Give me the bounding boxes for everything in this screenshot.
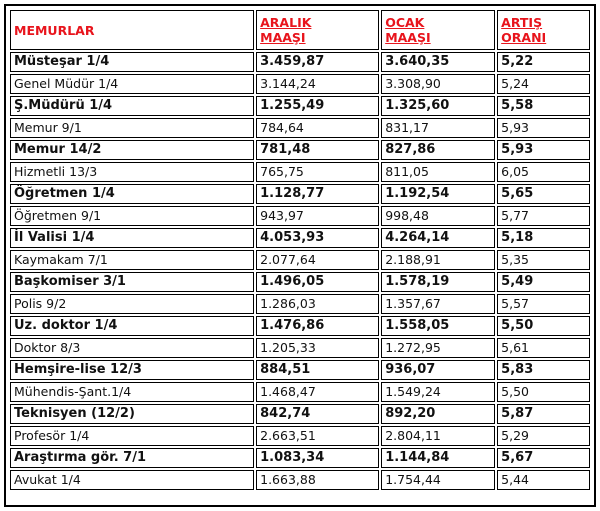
cell-artis-orani: 5,67	[497, 448, 590, 468]
cell-artis-orani: 5,65	[497, 184, 590, 204]
cell-ocak-maasi: 1.357,67	[381, 294, 495, 314]
table-row	[10, 162, 590, 182]
cell-ocak-maasi: 4.264,14	[381, 228, 495, 248]
cell-ocak-maasi: 811,05	[381, 162, 495, 182]
cell-aralik-maasi: 842,74	[256, 404, 379, 424]
cell-ocak-maasi: 2.188,91	[381, 250, 495, 270]
cell-aralik-maasi: 1.205,33	[256, 338, 379, 358]
table-row	[10, 74, 590, 94]
cell-aralik-maasi: 781,48	[256, 140, 379, 160]
cell-aralik-maasi: 1.255,49	[256, 96, 379, 116]
cell-artis-orani: 5,29	[497, 426, 590, 446]
cell-memur: Araştırma gör. 7/1	[10, 448, 254, 468]
cell-memur: Uz. doktor 1/4	[10, 316, 254, 336]
cell-memur: Öğretmen 9/1	[10, 206, 254, 226]
cell-memur: Hemşire-lise 12/3	[10, 360, 254, 380]
cell-aralik-maasi: 1.476,86	[256, 316, 379, 336]
cell-ocak-maasi: 1.549,24	[381, 382, 495, 402]
table-row	[10, 338, 590, 358]
cell-aralik-maasi: 2.663,51	[256, 426, 379, 446]
cell-artis-orani: 5,24	[497, 74, 590, 94]
table-row	[10, 426, 590, 446]
cell-aralik-maasi: 2.077,64	[256, 250, 379, 270]
cell-memur: Mühendis-Şant.1/4	[10, 382, 254, 402]
cell-artis-orani: 5,22	[497, 52, 590, 72]
cell-aralik-maasi: 1.663,88	[256, 470, 379, 490]
table-row	[10, 140, 590, 160]
cell-artis-orani: 5,58	[497, 96, 590, 116]
cell-aralik-maasi: 884,51	[256, 360, 379, 380]
cell-ocak-maasi: 936,07	[381, 360, 495, 380]
cell-artis-orani: 5,61	[497, 338, 590, 358]
cell-ocak-maasi: 831,17	[381, 118, 495, 138]
cell-memur: Hizmetli 13/3	[10, 162, 254, 182]
cell-memur: Avukat 1/4	[10, 470, 254, 490]
table-row	[10, 250, 590, 270]
cell-memur: Başkomiser 3/1	[10, 272, 254, 292]
cell-aralik-maasi: 3.459,87	[256, 52, 379, 72]
cell-memur: Kaymakam 7/1	[10, 250, 254, 270]
header-row	[10, 10, 590, 50]
cell-artis-orani: 5,18	[497, 228, 590, 248]
header-memurlar: MEMURLAR	[10, 10, 254, 50]
cell-artis-orani: 5,93	[497, 140, 590, 160]
cell-artis-orani: 5,44	[497, 470, 590, 490]
cell-aralik-maasi: 765,75	[256, 162, 379, 182]
cell-memur: Genel Müdür 1/4	[10, 74, 254, 94]
cell-ocak-maasi: 1.578,19	[381, 272, 495, 292]
table-row	[10, 96, 590, 116]
table-row	[10, 184, 590, 204]
cell-memur: Ş.Müdürü 1/4	[10, 96, 254, 116]
table-row	[10, 470, 590, 490]
cell-aralik-maasi: 3.144,24	[256, 74, 379, 94]
cell-memur: İl Valisi 1/4	[10, 228, 254, 248]
cell-ocak-maasi: 2.804,11	[381, 426, 495, 446]
cell-ocak-maasi: 1.144,84	[381, 448, 495, 468]
table-row	[10, 316, 590, 336]
table-row	[10, 206, 590, 226]
table-row	[10, 382, 590, 402]
cell-artis-orani: 5,87	[497, 404, 590, 424]
cell-ocak-maasi: 827,86	[381, 140, 495, 160]
table-row	[10, 272, 590, 292]
cell-memur: Doktor 8/3	[10, 338, 254, 358]
cell-ocak-maasi: 1.558,05	[381, 316, 495, 336]
cell-ocak-maasi: 1.272,95	[381, 338, 495, 358]
cell-memur: Öğretmen 1/4	[10, 184, 254, 204]
cell-artis-orani: 5,50	[497, 316, 590, 336]
cell-artis-orani: 5,93	[497, 118, 590, 138]
cell-aralik-maasi: 943,97	[256, 206, 379, 226]
cell-memur: Profesör 1/4	[10, 426, 254, 446]
cell-ocak-maasi: 1.754,44	[381, 470, 495, 490]
header-artis: ARTIŞ ORANI	[497, 10, 590, 50]
cell-memur: Memur 9/1	[10, 118, 254, 138]
table-row	[10, 360, 590, 380]
cell-ocak-maasi: 1.325,60	[381, 96, 495, 116]
cell-ocak-maasi: 998,48	[381, 206, 495, 226]
cell-aralik-maasi: 4.053,93	[256, 228, 379, 248]
table-row	[10, 404, 590, 424]
table-row	[10, 448, 590, 468]
cell-aralik-maasi: 784,64	[256, 118, 379, 138]
table-row	[10, 294, 590, 314]
cell-artis-orani: 5,77	[497, 206, 590, 226]
cell-artis-orani: 5,57	[497, 294, 590, 314]
header-aralik: ARALIK MAAŞI	[256, 10, 379, 50]
cell-aralik-maasi: 1.128,77	[256, 184, 379, 204]
table-row	[10, 118, 590, 138]
table-row	[10, 228, 590, 248]
cell-ocak-maasi: 1.192,54	[381, 184, 495, 204]
table-row	[10, 52, 590, 72]
cell-aralik-maasi: 1.083,34	[256, 448, 379, 468]
cell-artis-orani: 5,49	[497, 272, 590, 292]
cell-aralik-maasi: 1.496,05	[256, 272, 379, 292]
cell-memur: Memur 14/2	[10, 140, 254, 160]
cell-artis-orani: 5,35	[497, 250, 590, 270]
cell-memur: Müsteşar 1/4	[10, 52, 254, 72]
cell-ocak-maasi: 3.308,90	[381, 74, 495, 94]
cell-ocak-maasi: 3.640,35	[381, 52, 495, 72]
salary-table	[8, 8, 592, 492]
cell-artis-orani: 6,05	[497, 162, 590, 182]
cell-aralik-maasi: 1.468,47	[256, 382, 379, 402]
salary-table-frame	[4, 4, 596, 507]
cell-ocak-maasi: 892,20	[381, 404, 495, 424]
cell-aralik-maasi: 1.286,03	[256, 294, 379, 314]
header-ocak: OCAK MAAŞI	[381, 10, 495, 50]
cell-memur: Polis 9/2	[10, 294, 254, 314]
cell-artis-orani: 5,50	[497, 382, 590, 402]
cell-artis-orani: 5,83	[497, 360, 590, 380]
cell-memur: Teknisyen (12/2)	[10, 404, 254, 424]
